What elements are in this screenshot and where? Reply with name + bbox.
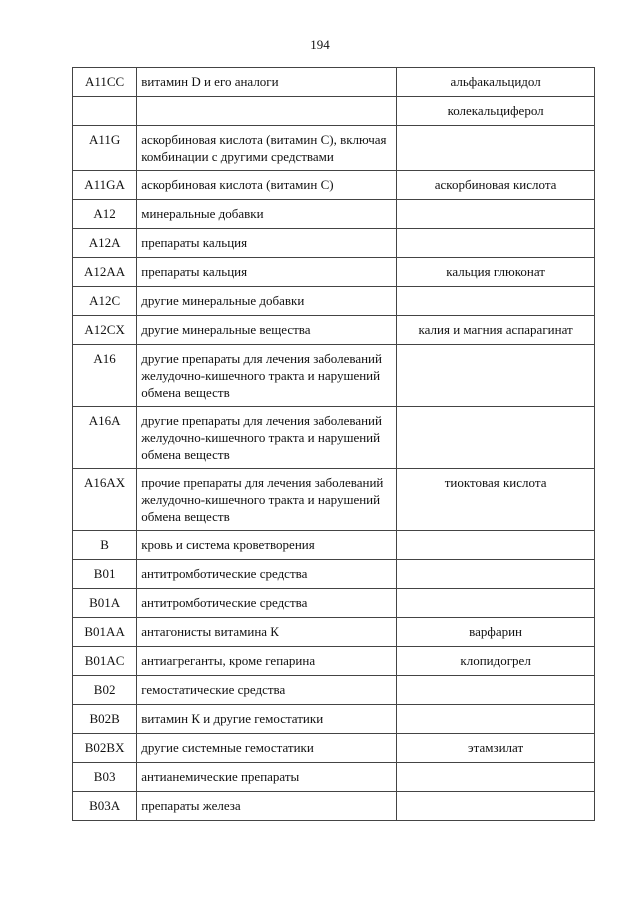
description-cell: аскорбиновая кислота (витамин С) (137, 171, 397, 200)
atc-code-cell: B01AA (73, 618, 137, 647)
drug-name-cell: аскорбиновая кислота (397, 171, 595, 200)
drug-name-cell (397, 705, 595, 734)
atc-code-cell: A16 (73, 345, 137, 407)
atc-code-cell: B01AC (73, 647, 137, 676)
table-row (73, 287, 595, 316)
table-row (73, 792, 595, 821)
description-cell: препараты кальция (137, 229, 397, 258)
atc-code-cell: B03A (73, 792, 137, 821)
description-cell: другие системные гемостатики (137, 734, 397, 763)
atc-code-cell (73, 97, 137, 126)
atc-drug-table (72, 67, 595, 821)
description-cell: препараты железа (137, 792, 397, 821)
table-row (73, 316, 595, 345)
drug-name-cell: кальция глюконат (397, 258, 595, 287)
atc-code-cell: B02 (73, 676, 137, 705)
drug-name-cell (397, 287, 595, 316)
atc-code-cell: A11G (73, 126, 137, 171)
drug-name-cell: калия и магния аспарагинат (397, 316, 595, 345)
description-cell: другие препараты для лечения заболеваний желудочно-кишечного тракта и нарушений обмена веществ (137, 407, 397, 469)
description-cell: витамин К и другие гемостатики (137, 705, 397, 734)
drug-name-cell: клопидогрел (397, 647, 595, 676)
description-cell: витамин D и его аналоги (137, 68, 397, 97)
atc-code-cell: A12A (73, 229, 137, 258)
description-cell: другие минеральные добавки (137, 287, 397, 316)
drug-name-cell (397, 229, 595, 258)
drug-name-cell (397, 560, 595, 589)
atc-code-cell: A11CC (73, 68, 137, 97)
table-row (73, 68, 595, 97)
table-row (73, 97, 595, 126)
table-row (73, 171, 595, 200)
table-row (73, 407, 595, 469)
table-row (73, 345, 595, 407)
description-cell: антиагреганты, кроме гепарина (137, 647, 397, 676)
drug-name-cell: варфарин (397, 618, 595, 647)
table-row (73, 258, 595, 287)
drug-name-cell (397, 345, 595, 407)
atc-code-cell: B02BX (73, 734, 137, 763)
table-row (73, 647, 595, 676)
description-cell: аскорбиновая кислота (витамин С), включая комбинации с другими средствами (137, 126, 397, 171)
atc-code-cell: A16AX (73, 469, 137, 531)
drug-name-cell: тиоктовая кислота (397, 469, 595, 531)
description-cell (137, 97, 397, 126)
description-cell: другие препараты для лечения заболеваний желудочно-кишечного тракта и нарушений обмена веществ (137, 345, 397, 407)
table-row (73, 229, 595, 258)
drug-name-cell (397, 531, 595, 560)
description-cell: антианемические препараты (137, 763, 397, 792)
atc-code-cell: A11GA (73, 171, 137, 200)
description-cell: антитромботические средства (137, 560, 397, 589)
table-row (73, 589, 595, 618)
description-cell: кровь и система кроветворения (137, 531, 397, 560)
table-row (73, 200, 595, 229)
page-number: 194 (310, 37, 330, 52)
drug-name-cell: колекальциферол (397, 97, 595, 126)
atc-code-cell: A16A (73, 407, 137, 469)
description-cell: препараты кальция (137, 258, 397, 287)
table-row (73, 618, 595, 647)
table-row (73, 126, 595, 171)
description-cell: другие минеральные вещества (137, 316, 397, 345)
table-row (73, 734, 595, 763)
description-cell: гемостатические средства (137, 676, 397, 705)
drug-name-cell: альфакальцидол (397, 68, 595, 97)
drug-name-cell: этамзилат (397, 734, 595, 763)
atc-code-cell: A12CX (73, 316, 137, 345)
drug-name-cell (397, 200, 595, 229)
atc-code-cell: B03 (73, 763, 137, 792)
table-row (73, 560, 595, 589)
table-row (73, 763, 595, 792)
atc-code-cell: B (73, 531, 137, 560)
atc-code-cell: A12 (73, 200, 137, 229)
table-row (73, 531, 595, 560)
description-cell: прочие препараты для лечения заболеваний желудочно-кишечного тракта и нарушений обмена веществ (137, 469, 397, 531)
description-cell: антитромботические средства (137, 589, 397, 618)
drug-name-cell (397, 407, 595, 469)
table-row (73, 469, 595, 531)
drug-name-cell (397, 589, 595, 618)
table-body (73, 68, 595, 821)
atc-code-cell: A12C (73, 287, 137, 316)
atc-code-cell: B01A (73, 589, 137, 618)
drug-name-cell (397, 763, 595, 792)
table-row (73, 676, 595, 705)
table-row (73, 705, 595, 734)
drug-name-cell (397, 792, 595, 821)
atc-code-cell: B02B (73, 705, 137, 734)
atc-code-cell: A12AA (73, 258, 137, 287)
description-cell: минеральные добавки (137, 200, 397, 229)
atc-code-cell: B01 (73, 560, 137, 589)
drug-name-cell (397, 126, 595, 171)
description-cell: антагонисты витамина К (137, 618, 397, 647)
drug-name-cell (397, 676, 595, 705)
